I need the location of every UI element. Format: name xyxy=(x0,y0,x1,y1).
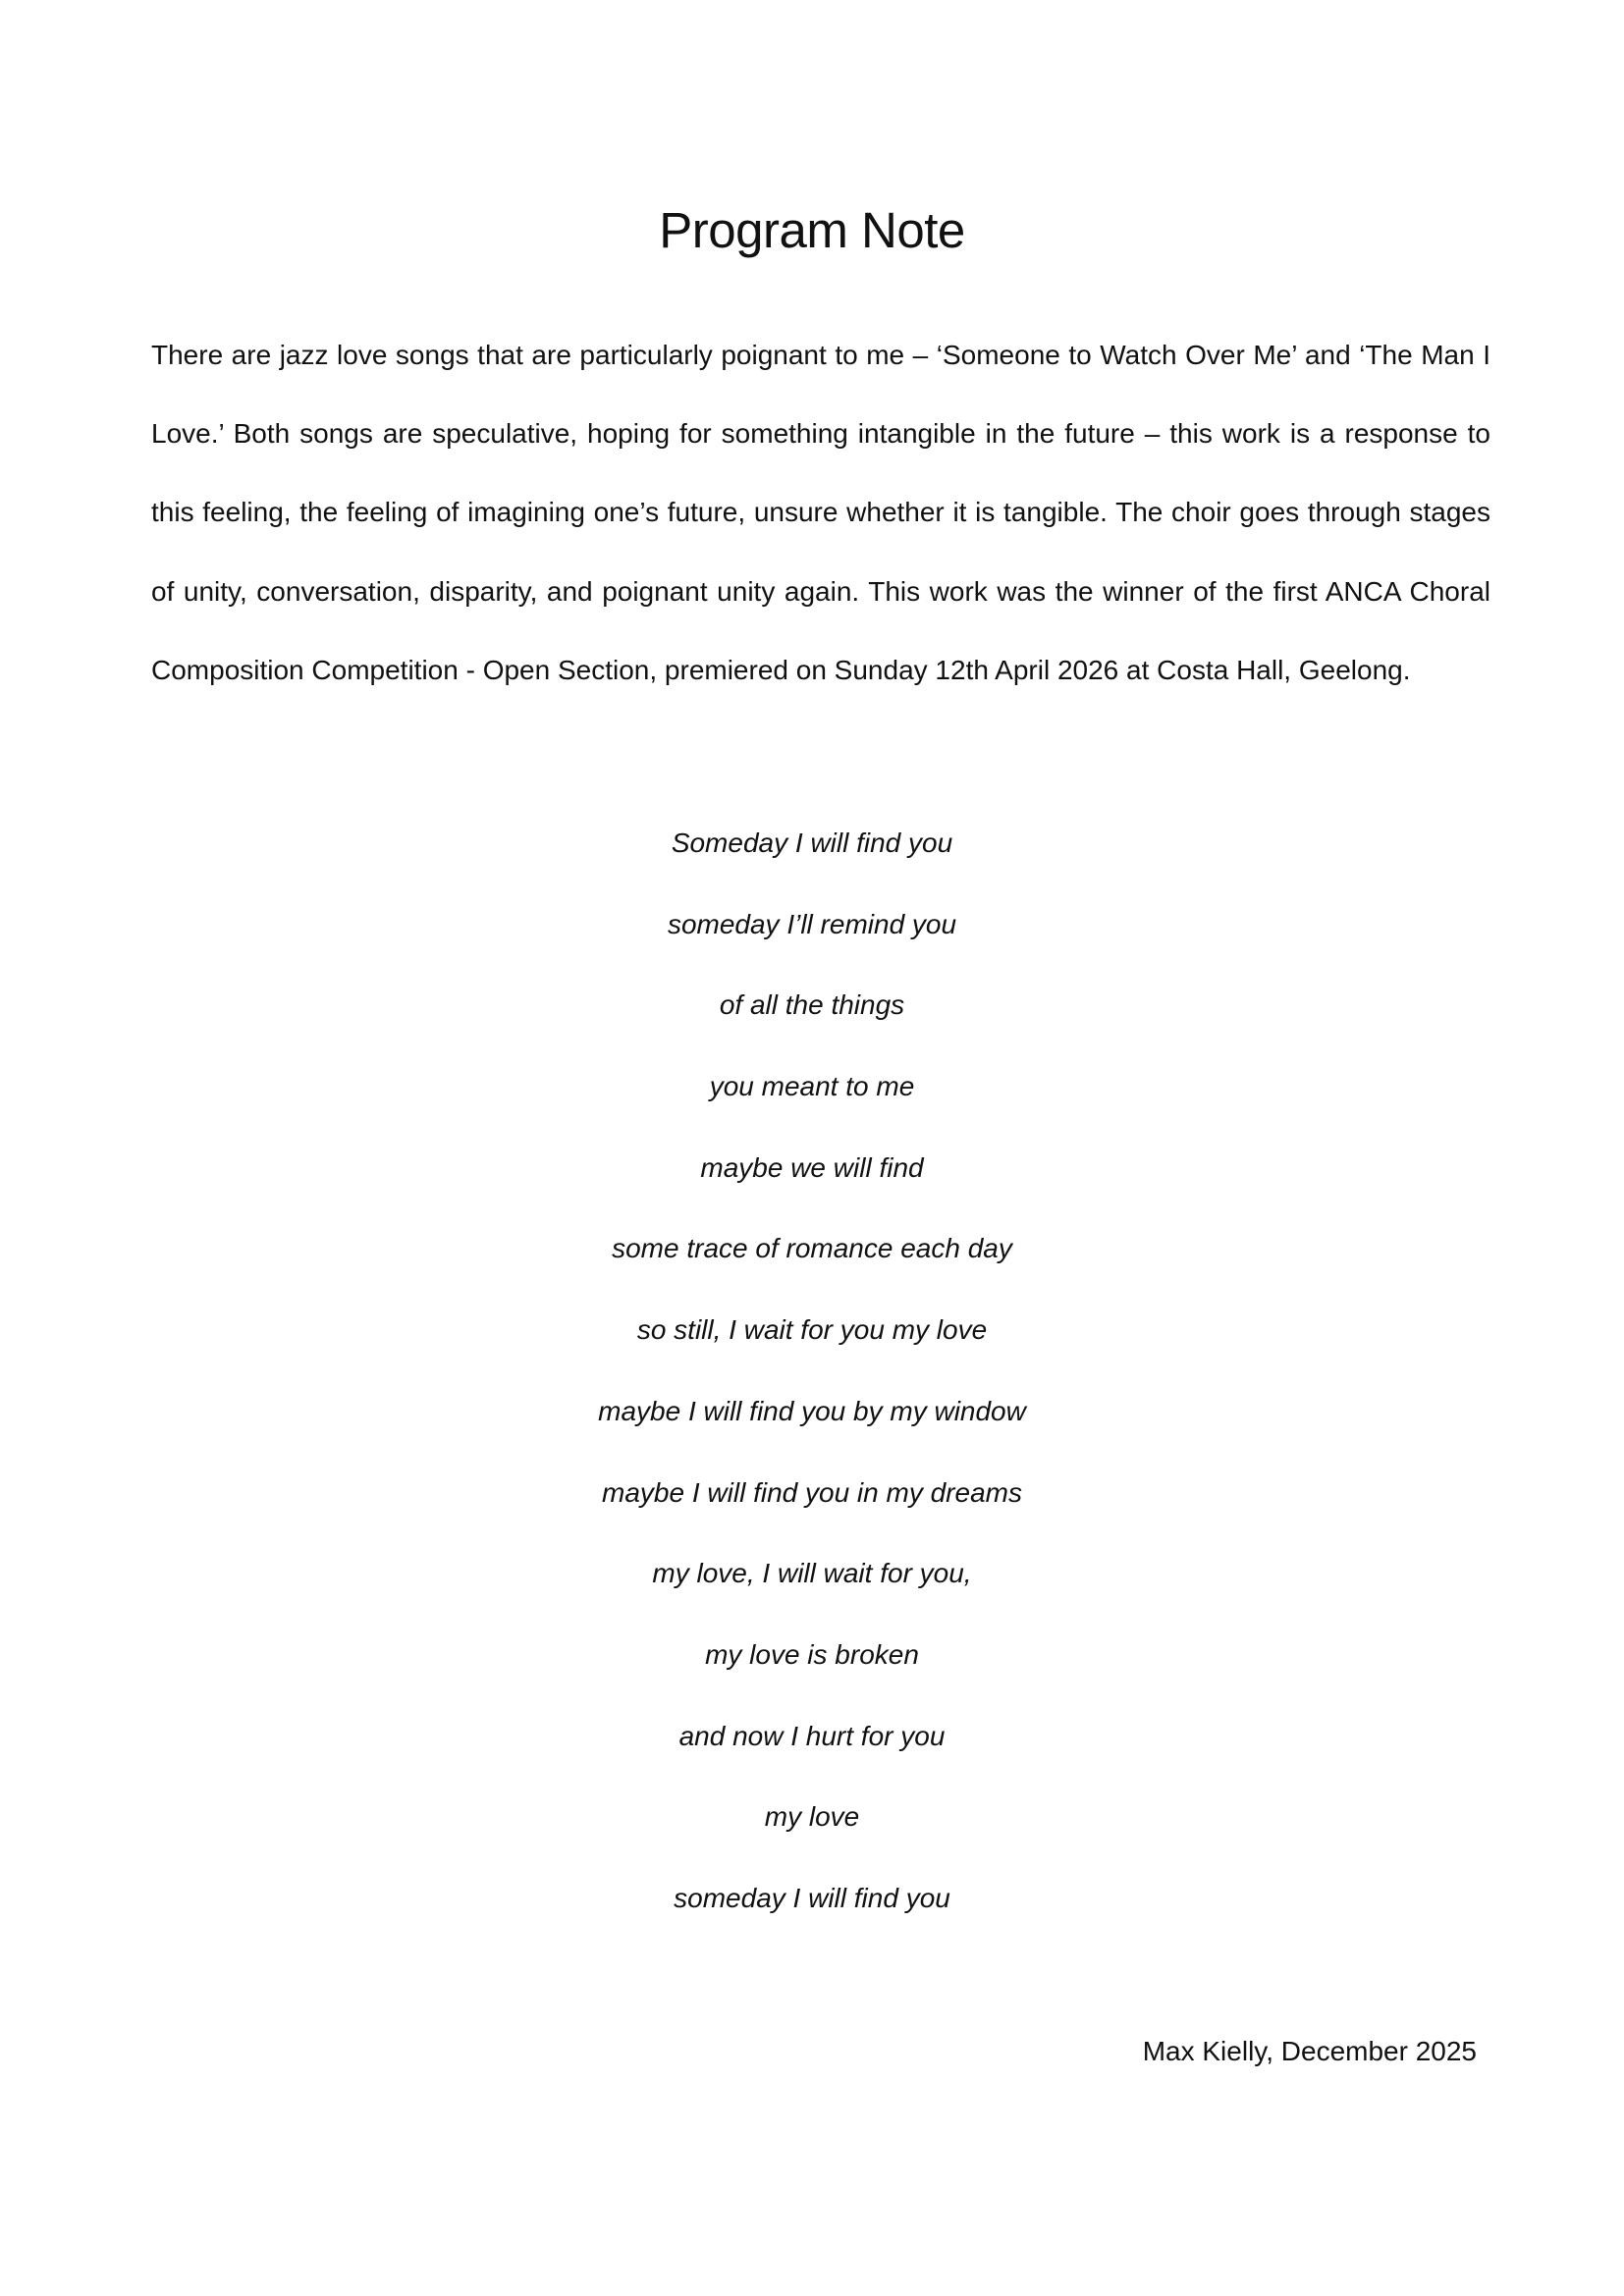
lyric-line: so still, I wait for you my love xyxy=(636,1314,988,1346)
lyric-line: of all the things xyxy=(719,989,905,1021)
lyric-line: maybe I will find you by my window xyxy=(598,1395,1026,1426)
lyric-line: Someday I will find you xyxy=(671,828,953,858)
lyric-line: maybe we will find xyxy=(700,1151,924,1183)
program-note-paragraph: There are jazz love songs that are particularly poignant to me – ‘Someone to Watch Over Me’ and ‘The Man I Love.’ Both songs are speculative, hoping for something intangible in the future – this work is a response to this feeling, the feeling of imagining one’s future, unsure whether it is tangible. The choir goes through stages of unity, conversation, disparity, and poignant unity again. This work was the winner of the first ANCA Choral Composition Competition - Open Section, premiered on Sunday 12th April 2026 at Costa Hall, Geelong. xyxy=(151,340,1490,685)
lyric-line: someday I will find you xyxy=(674,1882,950,1913)
lyrics-list xyxy=(0,803,1624,1940)
lyric-line: my love xyxy=(764,1801,860,1833)
lyric-line: someday I’ll remind you xyxy=(667,908,957,939)
author-signature: Max Kielly, December 2025 xyxy=(1142,2036,1477,2066)
page-title: Program Note xyxy=(659,202,965,258)
lyric-line: and now I hurt for you xyxy=(678,1720,946,1751)
lyric-line: my love, I will wait for you, xyxy=(652,1558,972,1589)
lyric-line: some trace of romance each day xyxy=(612,1233,1012,1264)
lyric-line: my love is broken xyxy=(705,1638,919,1670)
lyric-line: you meant to me xyxy=(709,1071,915,1102)
lyric-line: maybe I will find you in my dreams xyxy=(602,1476,1022,1508)
